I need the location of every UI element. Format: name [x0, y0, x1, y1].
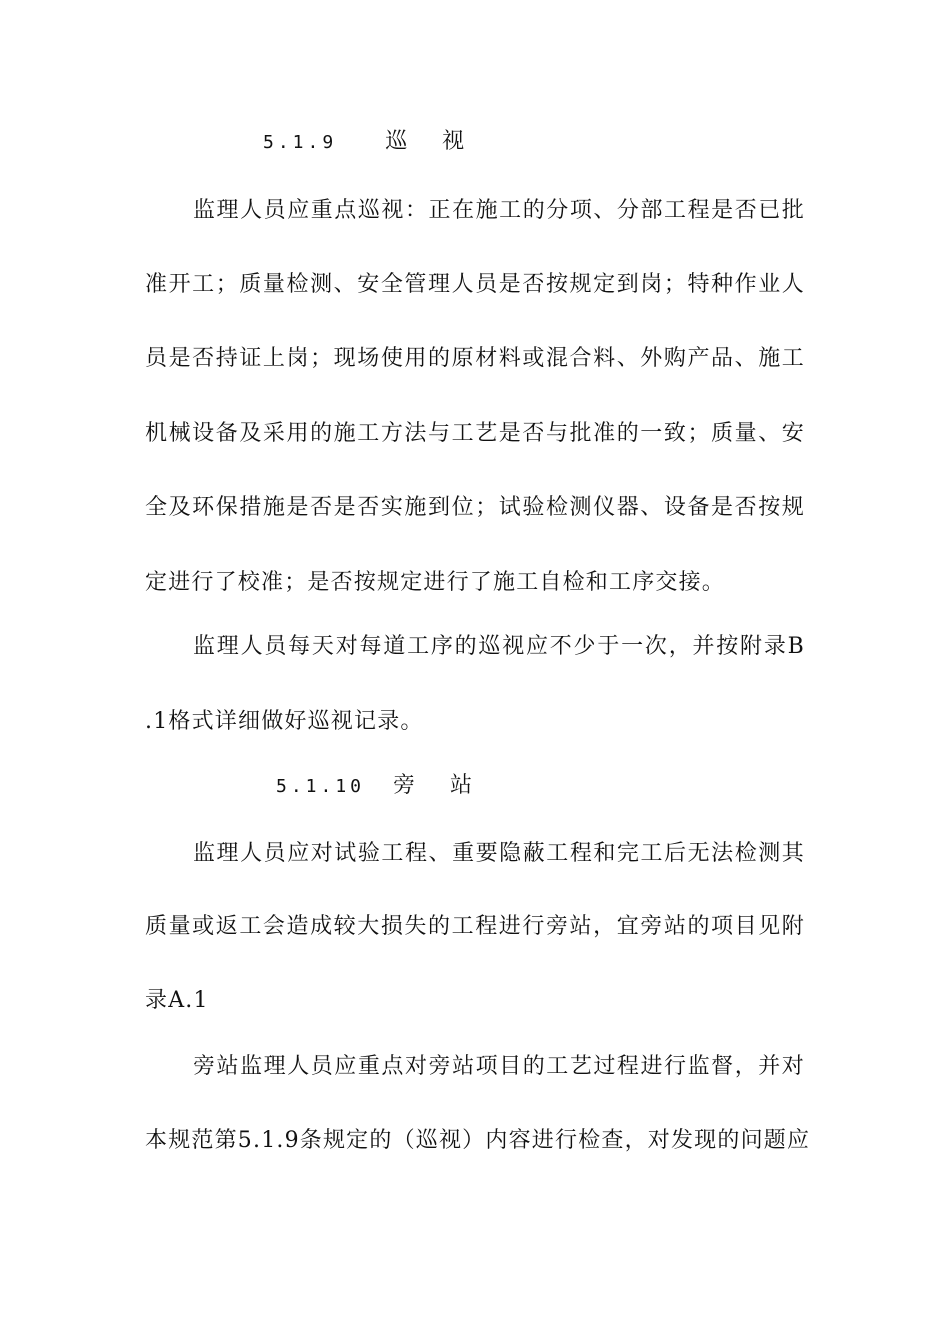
paragraph-line: 全及环保措施是否是否实施到位；试验检测仪器、设备是否按规 [145, 495, 805, 520]
paragraph-line: .1格式详细做好巡视记录。 [145, 709, 424, 734]
section-heading-5-1-9 [263, 128, 478, 157]
section-title: 巡 视 [385, 129, 479, 154]
section-number: 5.1.10 [276, 776, 366, 797]
section-heading-5-1-10 [276, 772, 486, 801]
paragraph-line: 准开工；质量检测、安全管理人员是否按规定到岗；特种作业人 [145, 272, 805, 297]
paragraph-line: 监理人员应重点巡视：正在施工的分项、分部工程是否已批 [193, 198, 805, 223]
section-number: 5.1.9 [263, 132, 338, 153]
paragraph-line: 监理人员每天对每道工序的巡视应不少于一次，并按附录B [193, 634, 805, 659]
paragraph-line: 旁站监理人员应重点对旁站项目的工艺过程进行监督，并对 [193, 1054, 805, 1079]
paragraph-line: 监理人员应对试验工程、重要隐蔽工程和完工后无法检测其 [193, 841, 805, 866]
paragraph-line: 定进行了校准；是否按规定进行了施工自检和工序交接。 [145, 570, 726, 595]
paragraph-line: 质量或返工会造成较大损失的工程进行旁站，宜旁站的项目见附 [145, 914, 805, 939]
paragraph-line: 录A.1 [145, 988, 209, 1013]
paragraph-line: 本规范第5.1.9条规定的（巡视）内容进行检查，对发现的问题应 [145, 1128, 811, 1153]
paragraph-line: 机械设备及采用的施工方法与工艺是否与批准的一致；质量、安 [145, 421, 805, 446]
section-title: 旁 站 [393, 773, 487, 798]
paragraph-line: 员是否持证上岗；现场使用的原材料或混合料、外购产品、施工 [145, 346, 805, 371]
